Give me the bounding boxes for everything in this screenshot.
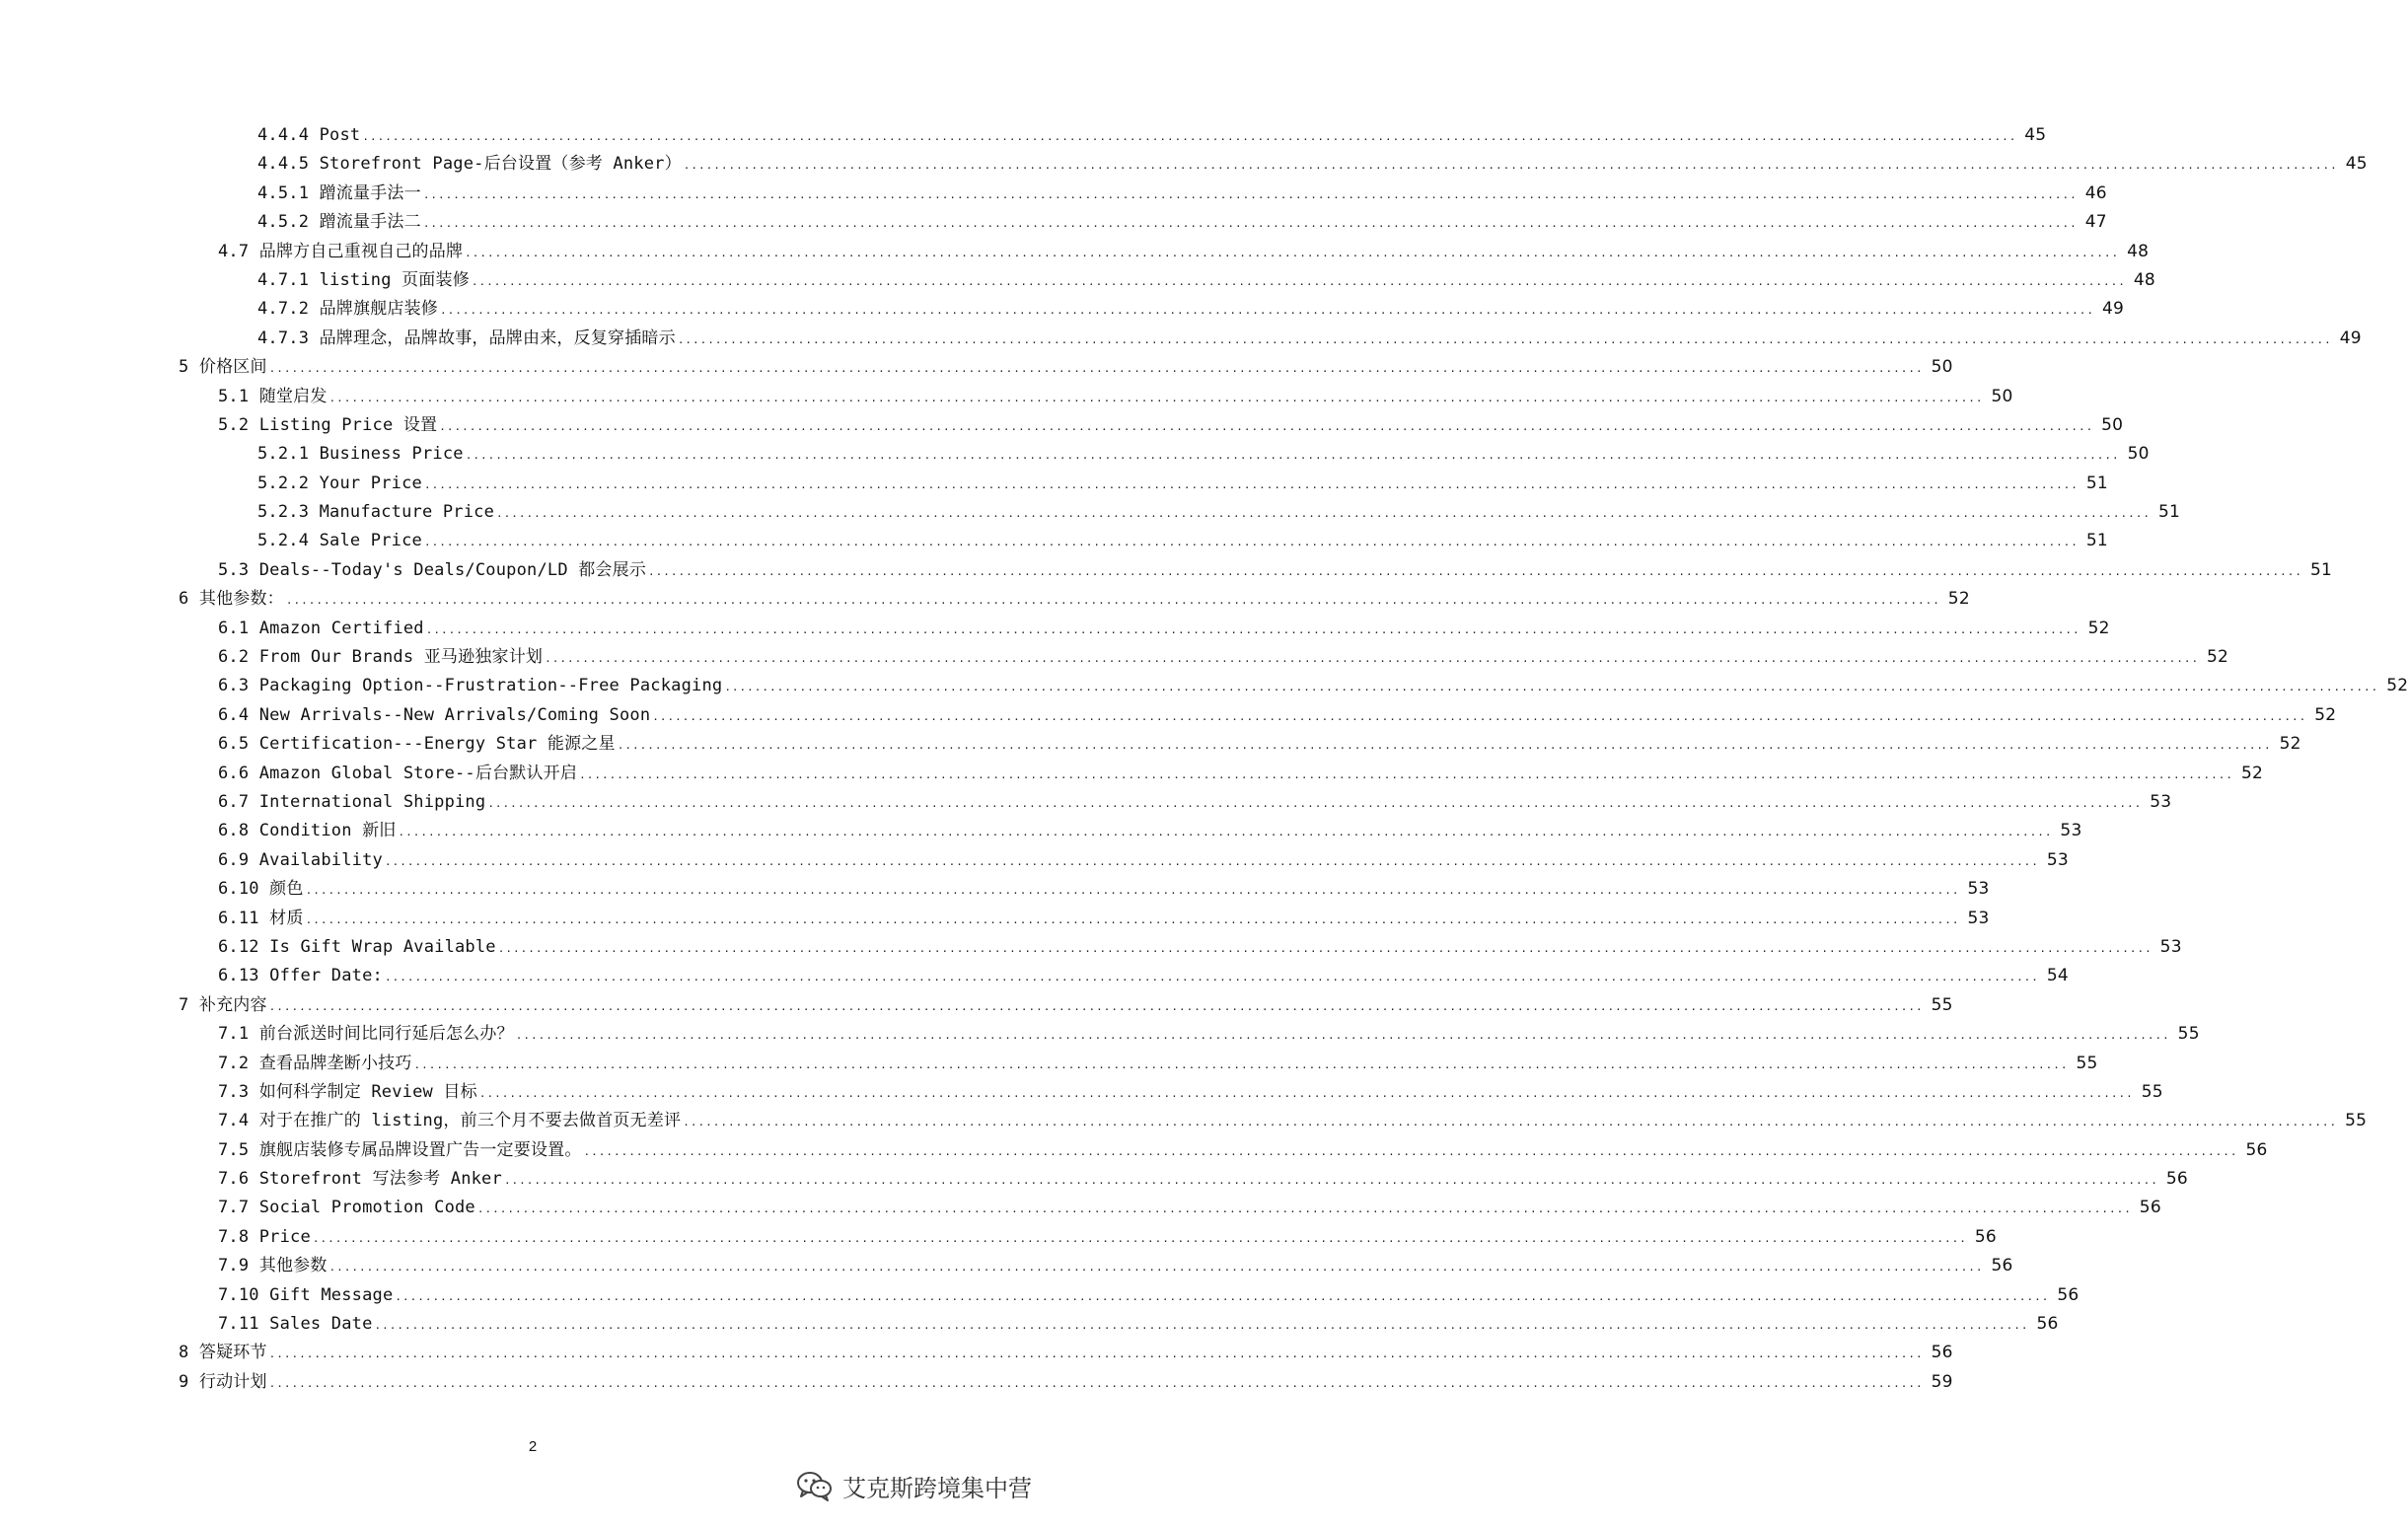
toc-entry-page: 56 xyxy=(1991,1256,2013,1276)
toc-entry xyxy=(0,527,2108,555)
toc-entry xyxy=(0,266,2155,295)
toc-entry-label: 4.4.5 Storefront Page-后台设置（参考 Anker） xyxy=(257,154,682,175)
toc-dot-leader: ............................................................................................................................................................................................................................ xyxy=(487,796,2143,810)
toc-entry-label: 7.9 其他参数 xyxy=(218,1256,328,1276)
toc-entry-page: 50 xyxy=(1991,386,2013,406)
toc-entry-label: 6.10 颜色 xyxy=(218,879,304,900)
toc-dot-leader: ............................................................................................................................................................................................................................ xyxy=(328,391,1984,404)
toc-dot-leader: ............................................................................................................................................................................................................................ xyxy=(652,709,2307,723)
toc-entry-page: 52 xyxy=(2314,704,2337,725)
toc-entry xyxy=(0,585,1970,614)
toc-entry xyxy=(0,1194,2161,1222)
toc-entry xyxy=(0,556,2332,585)
toc-entry-label: 6.7 International Shipping xyxy=(218,791,486,812)
toc-entry xyxy=(0,1107,2368,1135)
toc-entry-page: 56 xyxy=(1931,1343,1953,1363)
toc-entry-page: 51 xyxy=(2309,559,2332,580)
toc-dot-leader: ............................................................................................................................................................................................................................ xyxy=(496,507,2151,521)
toc-entry xyxy=(0,1281,2080,1310)
toc-entry-label: 5.2.1 Business Price xyxy=(257,444,464,465)
toc-dot-leader: ............................................................................................................................................................................................................................ xyxy=(476,1202,2132,1216)
toc-dot-leader: ............................................................................................................................................................................................................................ xyxy=(478,1086,2134,1100)
toc-entry-label: 6.12 Is Gift Wrap Available xyxy=(218,936,496,957)
toc-entry-label: 6.11 材质 xyxy=(218,908,304,928)
toc-entry xyxy=(0,643,2229,672)
toc-entry-page: 55 xyxy=(2177,1024,2200,1045)
toc-entry-page: 55 xyxy=(2345,1111,2368,1131)
toc-dot-leader: ............................................................................................................................................................................................................................ xyxy=(268,1348,1924,1361)
toc-entry-label: 5.2 Listing Price 设置 xyxy=(218,414,438,435)
toc-entry-label: 6.3 Packaging Option--Frustration--Free Packaging xyxy=(218,676,723,696)
toc-entry-label: 7.11 Sales Date xyxy=(218,1314,373,1335)
toc-dot-leader: ............................................................................................................................................................................................................................ xyxy=(384,971,2039,984)
toc-entry-page: 53 xyxy=(2060,821,2082,841)
toc-entry-label: 6.1 Amazon Certified xyxy=(218,618,424,638)
toc-entry xyxy=(0,1020,2200,1049)
toc-dot-leader: ............................................................................................................................................................................................................................ xyxy=(471,274,2126,288)
toc-entry-label: 7.8 Price xyxy=(218,1226,311,1247)
toc-entry-page: 49 xyxy=(2101,299,2124,320)
toc-dot-leader: ............................................................................................................................................................................................................................ xyxy=(683,159,2338,173)
toc-dot-leader: ............................................................................................................................................................................................................................ xyxy=(439,419,2094,433)
toc-dot-leader: ............................................................................................................................................................................................................................ xyxy=(683,1116,2338,1129)
toc-entry-label: 7.7 Social Promotion Code xyxy=(218,1198,475,1218)
toc-entry xyxy=(0,1223,1997,1252)
toc-entry-label: 4.5.2 蹭流量手法二 xyxy=(257,212,421,233)
toc-entry-label: 5.2.2 Your Price xyxy=(257,473,422,493)
toc-entry-page: 55 xyxy=(1931,994,1953,1015)
toc-entry xyxy=(0,788,2172,817)
toc-entry xyxy=(0,440,2150,469)
toc-entry xyxy=(0,470,2108,498)
toc-entry xyxy=(0,353,1953,382)
toc-entry-page: 55 xyxy=(2141,1081,2163,1102)
toc-entry-label: 5.2.3 Manufacture Price xyxy=(257,502,495,523)
table-of-contents xyxy=(0,121,2408,1397)
toc-entry-label: 6.5 Certification---Energy Star 能源之星 xyxy=(218,734,616,755)
toc-dot-leader: ............................................................................................................................................................................................................................ xyxy=(465,449,2120,463)
toc-entry-page: 53 xyxy=(2159,936,2182,957)
toc-entry-page: 46 xyxy=(2084,182,2107,203)
toc-entry-label: 5.1 随堂启发 xyxy=(218,386,328,406)
toc-entry-label: 4.7.1 listing 页面装修 xyxy=(257,269,470,290)
toc-entry xyxy=(0,208,2107,237)
toc-entry-page: 49 xyxy=(2339,328,2362,348)
toc-dot-leader: ............................................................................................................................................................................................................................ xyxy=(440,304,2094,318)
toc-dot-leader: ............................................................................................................................................................................................................................ xyxy=(425,622,2080,636)
watermark xyxy=(795,1468,1032,1503)
toc-dot-leader: ............................................................................................................................................................................................................................ xyxy=(398,826,2053,839)
toc-dot-leader: ............................................................................................................................................................................................................................ xyxy=(285,594,1940,608)
toc-entry-label: 6 其他参数： xyxy=(179,589,284,610)
toc-entry xyxy=(0,1050,2098,1078)
toc-dot-leader: ............................................................................................................................................................................................................................ xyxy=(423,477,2079,491)
toc-entry xyxy=(0,121,2047,150)
toc-dot-leader: ............................................................................................................................................................................................................................ xyxy=(395,1289,2050,1303)
toc-entry-page: 53 xyxy=(1967,908,1990,928)
toc-entry-page: 53 xyxy=(2046,849,2069,870)
toc-entry-page: 45 xyxy=(2024,125,2047,145)
toc-entry-label: 6.6 Amazon Global Store--后台默认开启 xyxy=(218,763,578,783)
toc-dot-leader: ............................................................................................................................................................................................................................ xyxy=(677,332,2332,346)
toc-entry-page: 51 xyxy=(2085,531,2108,551)
toc-entry-page: 50 xyxy=(1931,357,1953,378)
toc-entry-page: 45 xyxy=(2345,154,2368,175)
toc-entry xyxy=(0,180,2107,208)
toc-entry-label: 4.5.1 蹭流量手法一 xyxy=(257,182,421,203)
toc-dot-leader: ............................................................................................................................................................................................................................ xyxy=(362,130,2017,143)
toc-entry xyxy=(0,905,1990,933)
toc-entry xyxy=(0,295,2124,324)
toc-entry-label: 6.13 Offer Date: xyxy=(218,966,383,986)
toc-dot-leader: ............................................................................................................................................................................................................................ xyxy=(422,187,2078,201)
toc-entry-page: 56 xyxy=(2165,1169,2188,1190)
toc-entry xyxy=(0,846,2069,875)
toc-entry xyxy=(0,615,2110,643)
toc-entry-label: 4.4.4 Post xyxy=(257,125,361,145)
toc-entry-label: 6.4 New Arrivals--New Arrivals/Coming Soon xyxy=(218,704,651,725)
toc-entry-page: 52 xyxy=(2087,618,2110,638)
toc-entry xyxy=(0,701,2337,730)
toc-entry-page: 47 xyxy=(2084,212,2107,233)
toc-entry-page: 51 xyxy=(2157,502,2180,523)
wechat-icon xyxy=(795,1469,835,1502)
toc-entry-page: 52 xyxy=(2241,763,2264,783)
toc-entry xyxy=(0,991,1953,1020)
toc-dot-leader: ............................................................................................................................................................................................................................ xyxy=(515,1029,2170,1043)
toc-entry-label: 6.8 Condition 新旧 xyxy=(218,821,397,841)
toc-dot-leader: ............................................................................................................................................................................................................................ xyxy=(503,1174,2158,1188)
toc-entry-label: 7.1 前台派送时间比同行延后怎么办？ xyxy=(218,1024,514,1045)
toc-dot-leader: ............................................................................................................................................................................................................................ xyxy=(583,1144,2238,1158)
toc-entry xyxy=(0,817,2082,845)
toc-dot-leader: ............................................................................................................................................................................................................................ xyxy=(328,1261,1984,1275)
toc-dot-leader: ............................................................................................................................................................................................................................ xyxy=(648,564,2302,578)
toc-entry xyxy=(0,498,2180,527)
toc-dot-leader: ............................................................................................................................................................................................................................ xyxy=(384,854,2039,868)
toc-dot-leader: ............................................................................................................................................................................................................................ xyxy=(268,999,1924,1013)
toc-entry-page: 52 xyxy=(2386,676,2408,696)
toc-entry-label: 4.7 品牌方自己重视自己的品牌 xyxy=(218,241,464,261)
toc-entry-page: 51 xyxy=(2085,473,2108,493)
toc-entry xyxy=(0,1078,2163,1107)
toc-entry xyxy=(0,383,2013,411)
toc-entry-label: 6.9 Availability xyxy=(218,849,383,870)
toc-entry-page: 50 xyxy=(2127,444,2150,465)
toc-entry-page: 52 xyxy=(1947,589,1970,610)
toc-entry-page: 48 xyxy=(2133,269,2155,290)
toc-entry-page: 52 xyxy=(2207,647,2229,668)
toc-entry-page: 53 xyxy=(1967,879,1990,900)
toc-entry xyxy=(0,150,2368,179)
toc-entry-label: 4.7.3 品牌理念，品牌故事，品牌由来，反复穿插暗示 xyxy=(257,328,676,348)
toc-entry-page: 56 xyxy=(2057,1284,2080,1305)
toc-entry-label: 4.7.2 品牌旗舰店装修 xyxy=(257,299,439,320)
toc-entry xyxy=(0,1165,2188,1194)
toc-dot-leader: ............................................................................................................................................................................................................................ xyxy=(497,941,2153,955)
toc-entry xyxy=(0,411,2124,440)
watermark-text: 艾克斯跨境集中营 xyxy=(842,1474,1032,1502)
toc-entry-label: 5 价格区间 xyxy=(179,357,267,378)
toc-entry-label: 7.5 旗舰店装修专属品牌设置广告一定要设置。 xyxy=(218,1139,582,1160)
toc-entry-page: 54 xyxy=(2046,966,2069,986)
toc-entry-page: 50 xyxy=(2101,414,2124,435)
toc-entry-label: 9 行动计划 xyxy=(179,1371,267,1392)
toc-dot-leader: ............................................................................................................................................................................................................................ xyxy=(579,767,2234,781)
toc-dot-leader: ............................................................................................................................................................................................................................ xyxy=(545,652,2200,666)
toc-dot-leader: ............................................................................................................................................................................................................................ xyxy=(305,884,1960,898)
toc-entry xyxy=(0,1310,2059,1339)
toc-entry-page: 56 xyxy=(1974,1226,1997,1247)
toc-entry-label: 7 补充内容 xyxy=(179,994,267,1015)
toc-entry-label: 7.10 Gift Message xyxy=(218,1284,394,1305)
toc-entry-label: 7.2 查看品牌垄断小技巧 xyxy=(218,1053,412,1073)
toc-dot-leader: ............................................................................................................................................................................................................................ xyxy=(422,217,2078,231)
toc-entry xyxy=(0,875,1990,904)
page-number: 2 xyxy=(528,1438,538,1455)
toc-entry-label: 7.6 Storefront 写法参考 Anker xyxy=(218,1169,502,1190)
toc-entry xyxy=(0,325,2362,353)
toc-entry xyxy=(0,238,2150,266)
toc-entry-page: 52 xyxy=(2279,734,2301,755)
toc-entry-label: 7.4 对于在推广的 listing，前三个月不要去做首页无差评 xyxy=(218,1111,682,1131)
toc-dot-leader: ............................................................................................................................................................................................................................ xyxy=(268,362,1924,376)
toc-dot-leader: ............................................................................................................................................................................................................................ xyxy=(724,681,2379,694)
toc-entry-page: 56 xyxy=(2139,1198,2161,1218)
toc-dot-leader: ............................................................................................................................................................................................................................ xyxy=(465,246,2120,259)
toc-dot-leader: ............................................................................................................................................................................................................................ xyxy=(423,536,2079,549)
toc-entry-label: 6.2 From Our Brands 亚马逊独家计划 xyxy=(218,647,544,668)
toc-entry-page: 59 xyxy=(1931,1371,1953,1392)
toc-entry-label: 5.3 Deals--Today's Deals/Coupon/LD 都会展示 xyxy=(218,559,647,580)
toc-entry xyxy=(0,1339,1953,1367)
toc-dot-leader: ............................................................................................................................................................................................................................ xyxy=(268,1376,1924,1390)
toc-entry xyxy=(0,760,2264,788)
toc-entry-label: 8 答疑环节 xyxy=(179,1343,267,1363)
toc-dot-leader: ............................................................................................................................................................................................................................ xyxy=(617,739,2272,753)
toc-entry-page: 56 xyxy=(2036,1314,2059,1335)
toc-entry-label: 5.2.4 Sale Price xyxy=(257,531,422,551)
toc-dot-leader: ............................................................................................................................................................................................................................ xyxy=(305,912,1960,926)
toc-dot-leader: ............................................................................................................................................................................................................................ xyxy=(413,1057,2069,1071)
toc-dot-leader: ............................................................................................................................................................................................................................ xyxy=(374,1319,2029,1333)
toc-entry-page: 55 xyxy=(2076,1053,2098,1073)
toc-entry xyxy=(0,962,2069,990)
toc-entry-label: 7.3 如何科学制定 Review 目标 xyxy=(218,1081,477,1102)
toc-entry xyxy=(0,1136,2268,1165)
toc-entry-page: 48 xyxy=(2127,241,2150,261)
toc-dot-leader: ............................................................................................................................................................................................................................ xyxy=(312,1231,1967,1245)
toc-entry-page: 56 xyxy=(2245,1139,2268,1160)
toc-entry-page: 53 xyxy=(2150,791,2172,812)
toc-entry xyxy=(0,1368,1953,1397)
toc-entry xyxy=(0,933,2182,962)
toc-entry xyxy=(0,730,2301,759)
toc-entry xyxy=(0,672,2408,700)
toc-entry xyxy=(0,1252,2013,1280)
